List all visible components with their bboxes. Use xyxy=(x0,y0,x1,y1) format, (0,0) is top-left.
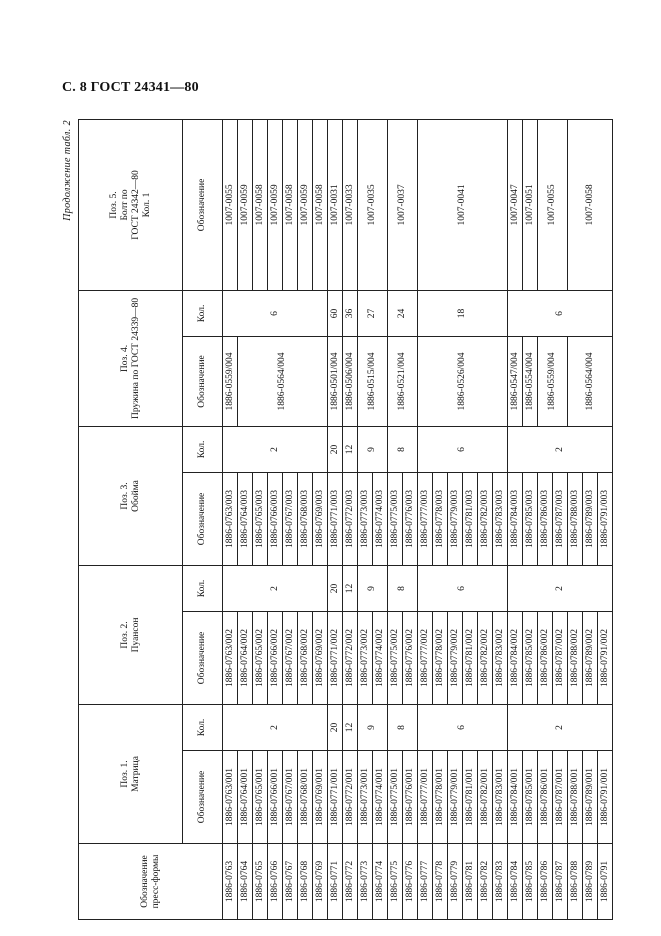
bolt-code: 1007-0058 xyxy=(313,119,328,290)
matrix-code: 1886-0781/001 xyxy=(463,751,478,844)
header-pos4: Поз. 4. Пружина по ГОСТ 24339—80 xyxy=(79,290,183,426)
matrix-code: 1886-0784/001 xyxy=(508,751,523,844)
table-row xyxy=(253,119,268,919)
spring-code: 1886-0559/004 xyxy=(538,336,568,426)
header-press-form: Обозначение пресс-формы xyxy=(79,844,223,920)
bolt-code: 1007-0035 xyxy=(358,119,388,290)
matrix-code: 1886-0791/001 xyxy=(598,751,613,844)
header-pos2: Поз. 2. Пуансон xyxy=(79,565,183,704)
bolt-code: 1007-0058 xyxy=(283,119,298,290)
spring-code: 1886-0515/004 xyxy=(358,336,388,426)
matrix-code: 1886-0787/001 xyxy=(553,751,568,844)
bolt-code: 1007-0037 xyxy=(388,119,418,290)
press-form-code: 1886-0779 xyxy=(448,844,463,920)
spring-code: 1886-0526/004 xyxy=(418,336,508,426)
holder-code: 1886-0776/003 xyxy=(403,472,418,565)
bolt-code: 1007-0055 xyxy=(538,119,568,290)
table-row xyxy=(223,119,238,919)
spring-qty: 6 xyxy=(508,290,613,336)
holder-code: 1886-0786/003 xyxy=(538,472,553,565)
bolt-code: 1007-0047 xyxy=(508,119,523,290)
press-form-code: 1886-0774 xyxy=(373,844,388,920)
subheader-oboz: Обозначение xyxy=(183,472,223,565)
bolt-code: 1007-0041 xyxy=(418,119,508,290)
holder-qty: 6 xyxy=(418,426,508,472)
press-forms-table xyxy=(78,119,613,920)
press-form-code: 1886-0775 xyxy=(388,844,403,920)
spring-code: 1886-0506/004 xyxy=(343,336,358,426)
header-pos5: Поз. 5. Болт по ГОСТ 24342—80 Кол. 1 xyxy=(79,119,183,290)
punch-code: 1886-0772/002 xyxy=(343,611,358,704)
matrix-code: 1886-0772/001 xyxy=(343,751,358,844)
matrix-code: 1886-0785/001 xyxy=(523,751,538,844)
press-form-code: 1886-0769 xyxy=(313,844,328,920)
press-form-code: 1886-0788 xyxy=(568,844,583,920)
matrix-code: 1886-0769/001 xyxy=(313,751,328,844)
holder-code: 1886-0785/003 xyxy=(523,472,538,565)
bolt-code: 1007-0059 xyxy=(238,119,253,290)
punch-code: 1886-0777/002 xyxy=(418,611,433,704)
matrix-code: 1886-0766/001 xyxy=(268,751,283,844)
press-form-code: 1886-0787 xyxy=(553,844,568,920)
header-pos3: Поз. 3. Обойма xyxy=(79,426,183,565)
punch-code: 1886-0789/002 xyxy=(583,611,598,704)
holder-code: 1886-0779/003 xyxy=(448,472,463,565)
punch-code: 1886-0786/002 xyxy=(538,611,553,704)
spring-code: 1886-0564/004 xyxy=(568,336,613,426)
spring-code: 1886-0564/004 xyxy=(238,336,328,426)
table-row xyxy=(283,119,298,919)
punch-code: 1886-0788/002 xyxy=(568,611,583,704)
holder-qty: 9 xyxy=(358,426,388,472)
subheader-kol: Кол. xyxy=(183,426,223,472)
subheader-kol: Кол. xyxy=(183,704,223,750)
table-row xyxy=(568,119,583,919)
holder-code: 1886-0769/003 xyxy=(313,472,328,565)
press-form-code: 1886-0777 xyxy=(418,844,433,920)
bolt-code: 1007-0059 xyxy=(298,119,313,290)
subheader-kol: Кол. xyxy=(183,290,223,336)
matrix-qty: 20 xyxy=(328,704,343,750)
punch-code: 1886-0784/002 xyxy=(508,611,523,704)
punch-code: 1886-0766/002 xyxy=(268,611,283,704)
holder-qty: 2 xyxy=(223,426,328,472)
punch-code: 1886-0774/002 xyxy=(373,611,388,704)
spring-qty: 6 xyxy=(223,290,328,336)
matrix-code: 1886-0783/001 xyxy=(493,751,508,844)
holder-qty: 12 xyxy=(343,426,358,472)
spring-qty: 18 xyxy=(418,290,508,336)
matrix-code: 1886-0775/001 xyxy=(388,751,403,844)
matrix-qty: 2 xyxy=(508,704,613,750)
punch-code: 1886-0763/002 xyxy=(223,611,238,704)
table-row xyxy=(418,119,433,919)
holder-code: 1886-0775/003 xyxy=(388,472,403,565)
punch-code: 1886-0765/002 xyxy=(253,611,268,704)
punch-qty: 20 xyxy=(328,565,343,611)
spring-code: 1886-0559/004 xyxy=(223,336,238,426)
bolt-code: 1007-0055 xyxy=(223,119,238,290)
holder-code: 1886-0765/003 xyxy=(253,472,268,565)
punch-code: 1886-0787/002 xyxy=(553,611,568,704)
table-header xyxy=(79,119,223,919)
punch-code: 1886-0779/002 xyxy=(448,611,463,704)
table-row xyxy=(508,119,523,919)
punch-qty: 2 xyxy=(223,565,328,611)
bolt-code: 1007-0058 xyxy=(568,119,613,290)
matrix-code: 1886-0767/001 xyxy=(283,751,298,844)
punch-qty: 12 xyxy=(343,565,358,611)
table-row xyxy=(298,119,313,919)
matrix-code: 1886-0779/001 xyxy=(448,751,463,844)
press-form-code: 1886-0773 xyxy=(358,844,373,920)
press-form-code: 1886-0776 xyxy=(403,844,418,920)
punch-code: 1886-0775/002 xyxy=(388,611,403,704)
matrix-code: 1886-0771/001 xyxy=(328,751,343,844)
spring-qty: 36 xyxy=(343,290,358,336)
table-row xyxy=(538,119,553,919)
punch-code: 1886-0768/002 xyxy=(298,611,313,704)
matrix-code: 1886-0776/001 xyxy=(403,751,418,844)
spring-qty: 60 xyxy=(328,290,343,336)
press-form-code: 1886-0778 xyxy=(433,844,448,920)
table-row xyxy=(523,119,538,919)
press-form-code: 1886-0783 xyxy=(493,844,508,920)
matrix-qty: 2 xyxy=(223,704,328,750)
punch-code: 1886-0773/002 xyxy=(358,611,373,704)
press-form-code: 1886-0772 xyxy=(343,844,358,920)
table-body xyxy=(223,119,613,919)
holder-code: 1886-0783/003 xyxy=(493,472,508,565)
matrix-code: 1886-0764/001 xyxy=(238,751,253,844)
holder-code: 1886-0777/003 xyxy=(418,472,433,565)
punch-code: 1886-0764/002 xyxy=(238,611,253,704)
holder-code: 1886-0763/003 xyxy=(223,472,238,565)
holder-code: 1886-0773/003 xyxy=(358,472,373,565)
holder-code: 1886-0784/003 xyxy=(508,472,523,565)
holder-code: 1886-0782/003 xyxy=(478,472,493,565)
bolt-code: 1007-0059 xyxy=(268,119,283,290)
subheader-oboz: Обозначение xyxy=(183,611,223,704)
press-form-code: 1886-0785 xyxy=(523,844,538,920)
table-row xyxy=(388,119,403,919)
punch-code: 1886-0781/002 xyxy=(463,611,478,704)
punch-code: 1886-0771/002 xyxy=(328,611,343,704)
bolt-code: 1007-0051 xyxy=(523,119,538,290)
press-form-code: 1886-0786 xyxy=(538,844,553,920)
matrix-code: 1886-0788/001 xyxy=(568,751,583,844)
press-form-code: 1886-0765 xyxy=(253,844,268,920)
holder-code: 1886-0774/003 xyxy=(373,472,388,565)
table-row xyxy=(268,119,283,919)
press-form-code: 1886-0771 xyxy=(328,844,343,920)
subheader-kol: Кол. xyxy=(183,565,223,611)
matrix-code: 1886-0789/001 xyxy=(583,751,598,844)
holder-code: 1886-0767/003 xyxy=(283,472,298,565)
punch-code: 1886-0767/002 xyxy=(283,611,298,704)
holder-code: 1886-0766/003 xyxy=(268,472,283,565)
punch-code: 1886-0782/002 xyxy=(478,611,493,704)
punch-code: 1886-0783/002 xyxy=(493,611,508,704)
punch-qty: 8 xyxy=(388,565,418,611)
press-form-code: 1886-0764 xyxy=(238,844,253,920)
punch-code: 1886-0776/002 xyxy=(403,611,418,704)
holder-code: 1886-0789/003 xyxy=(583,472,598,565)
matrix-qty: 12 xyxy=(343,704,358,750)
table-row xyxy=(238,119,253,919)
spring-code: 1886-0521/004 xyxy=(388,336,418,426)
rotated-table-area xyxy=(62,120,648,920)
press-form-code: 1886-0791 xyxy=(598,844,613,920)
matrix-code: 1886-0765/001 xyxy=(253,751,268,844)
subheader-oboz: Обозначение xyxy=(183,119,223,290)
press-form-code: 1886-0781 xyxy=(463,844,478,920)
holder-code: 1886-0791/003 xyxy=(598,472,613,565)
subheader-oboz: Обозначение xyxy=(183,751,223,844)
matrix-code: 1886-0768/001 xyxy=(298,751,313,844)
matrix-qty: 6 xyxy=(418,704,508,750)
press-form-code: 1886-0768 xyxy=(298,844,313,920)
punch-code: 1886-0785/002 xyxy=(523,611,538,704)
bolt-code: 1007-0058 xyxy=(253,119,268,290)
holder-code: 1886-0772/003 xyxy=(343,472,358,565)
spring-qty: 27 xyxy=(358,290,388,336)
table-row xyxy=(313,119,328,919)
press-form-code: 1886-0784 xyxy=(508,844,523,920)
spring-code: 1886-0554/004 xyxy=(523,336,538,426)
subheader-oboz: Обозначение xyxy=(183,336,223,426)
matrix-qty: 8 xyxy=(388,704,418,750)
table-continuation-label: Продолжение табл. 2 xyxy=(62,120,73,221)
spring-qty: 24 xyxy=(388,290,418,336)
bolt-code: 1007-0031 xyxy=(328,119,343,290)
table-row xyxy=(328,119,343,919)
holder-code: 1886-0781/003 xyxy=(463,472,478,565)
press-form-code: 1886-0766 xyxy=(268,844,283,920)
spring-code: 1886-0547/004 xyxy=(508,336,523,426)
holder-code: 1886-0787/003 xyxy=(553,472,568,565)
bolt-code: 1007-0033 xyxy=(343,119,358,290)
matrix-code: 1886-0777/001 xyxy=(418,751,433,844)
holder-qty: 2 xyxy=(508,426,613,472)
punch-code: 1886-0778/002 xyxy=(433,611,448,704)
punch-code: 1886-0769/002 xyxy=(313,611,328,704)
press-form-code: 1886-0763 xyxy=(223,844,238,920)
matrix-code: 1886-0786/001 xyxy=(538,751,553,844)
header-pos1: Поз. 1. Матрица xyxy=(79,704,183,843)
matrix-qty: 9 xyxy=(358,704,388,750)
holder-qty: 8 xyxy=(388,426,418,472)
punch-code: 1886-0791/002 xyxy=(598,611,613,704)
press-form-code: 1886-0789 xyxy=(583,844,598,920)
matrix-code: 1886-0773/001 xyxy=(358,751,373,844)
table-row xyxy=(343,119,358,919)
matrix-code: 1886-0782/001 xyxy=(478,751,493,844)
table-row xyxy=(358,119,373,919)
punch-qty: 6 xyxy=(418,565,508,611)
punch-qty: 9 xyxy=(358,565,388,611)
holder-code: 1886-0778/003 xyxy=(433,472,448,565)
matrix-code: 1886-0778/001 xyxy=(433,751,448,844)
spring-code: 1886-0501/004 xyxy=(328,336,343,426)
press-form-code: 1886-0782 xyxy=(478,844,493,920)
matrix-code: 1886-0763/001 xyxy=(223,751,238,844)
page-title: С. 8 ГОСТ 24341—80 xyxy=(62,80,199,95)
holder-code: 1886-0768/003 xyxy=(298,472,313,565)
holder-code: 1886-0788/003 xyxy=(568,472,583,565)
punch-qty: 2 xyxy=(508,565,613,611)
holder-qty: 20 xyxy=(328,426,343,472)
holder-code: 1886-0771/003 xyxy=(328,472,343,565)
matrix-code: 1886-0774/001 xyxy=(373,751,388,844)
holder-code: 1886-0764/003 xyxy=(238,472,253,565)
press-form-code: 1886-0767 xyxy=(283,844,298,920)
